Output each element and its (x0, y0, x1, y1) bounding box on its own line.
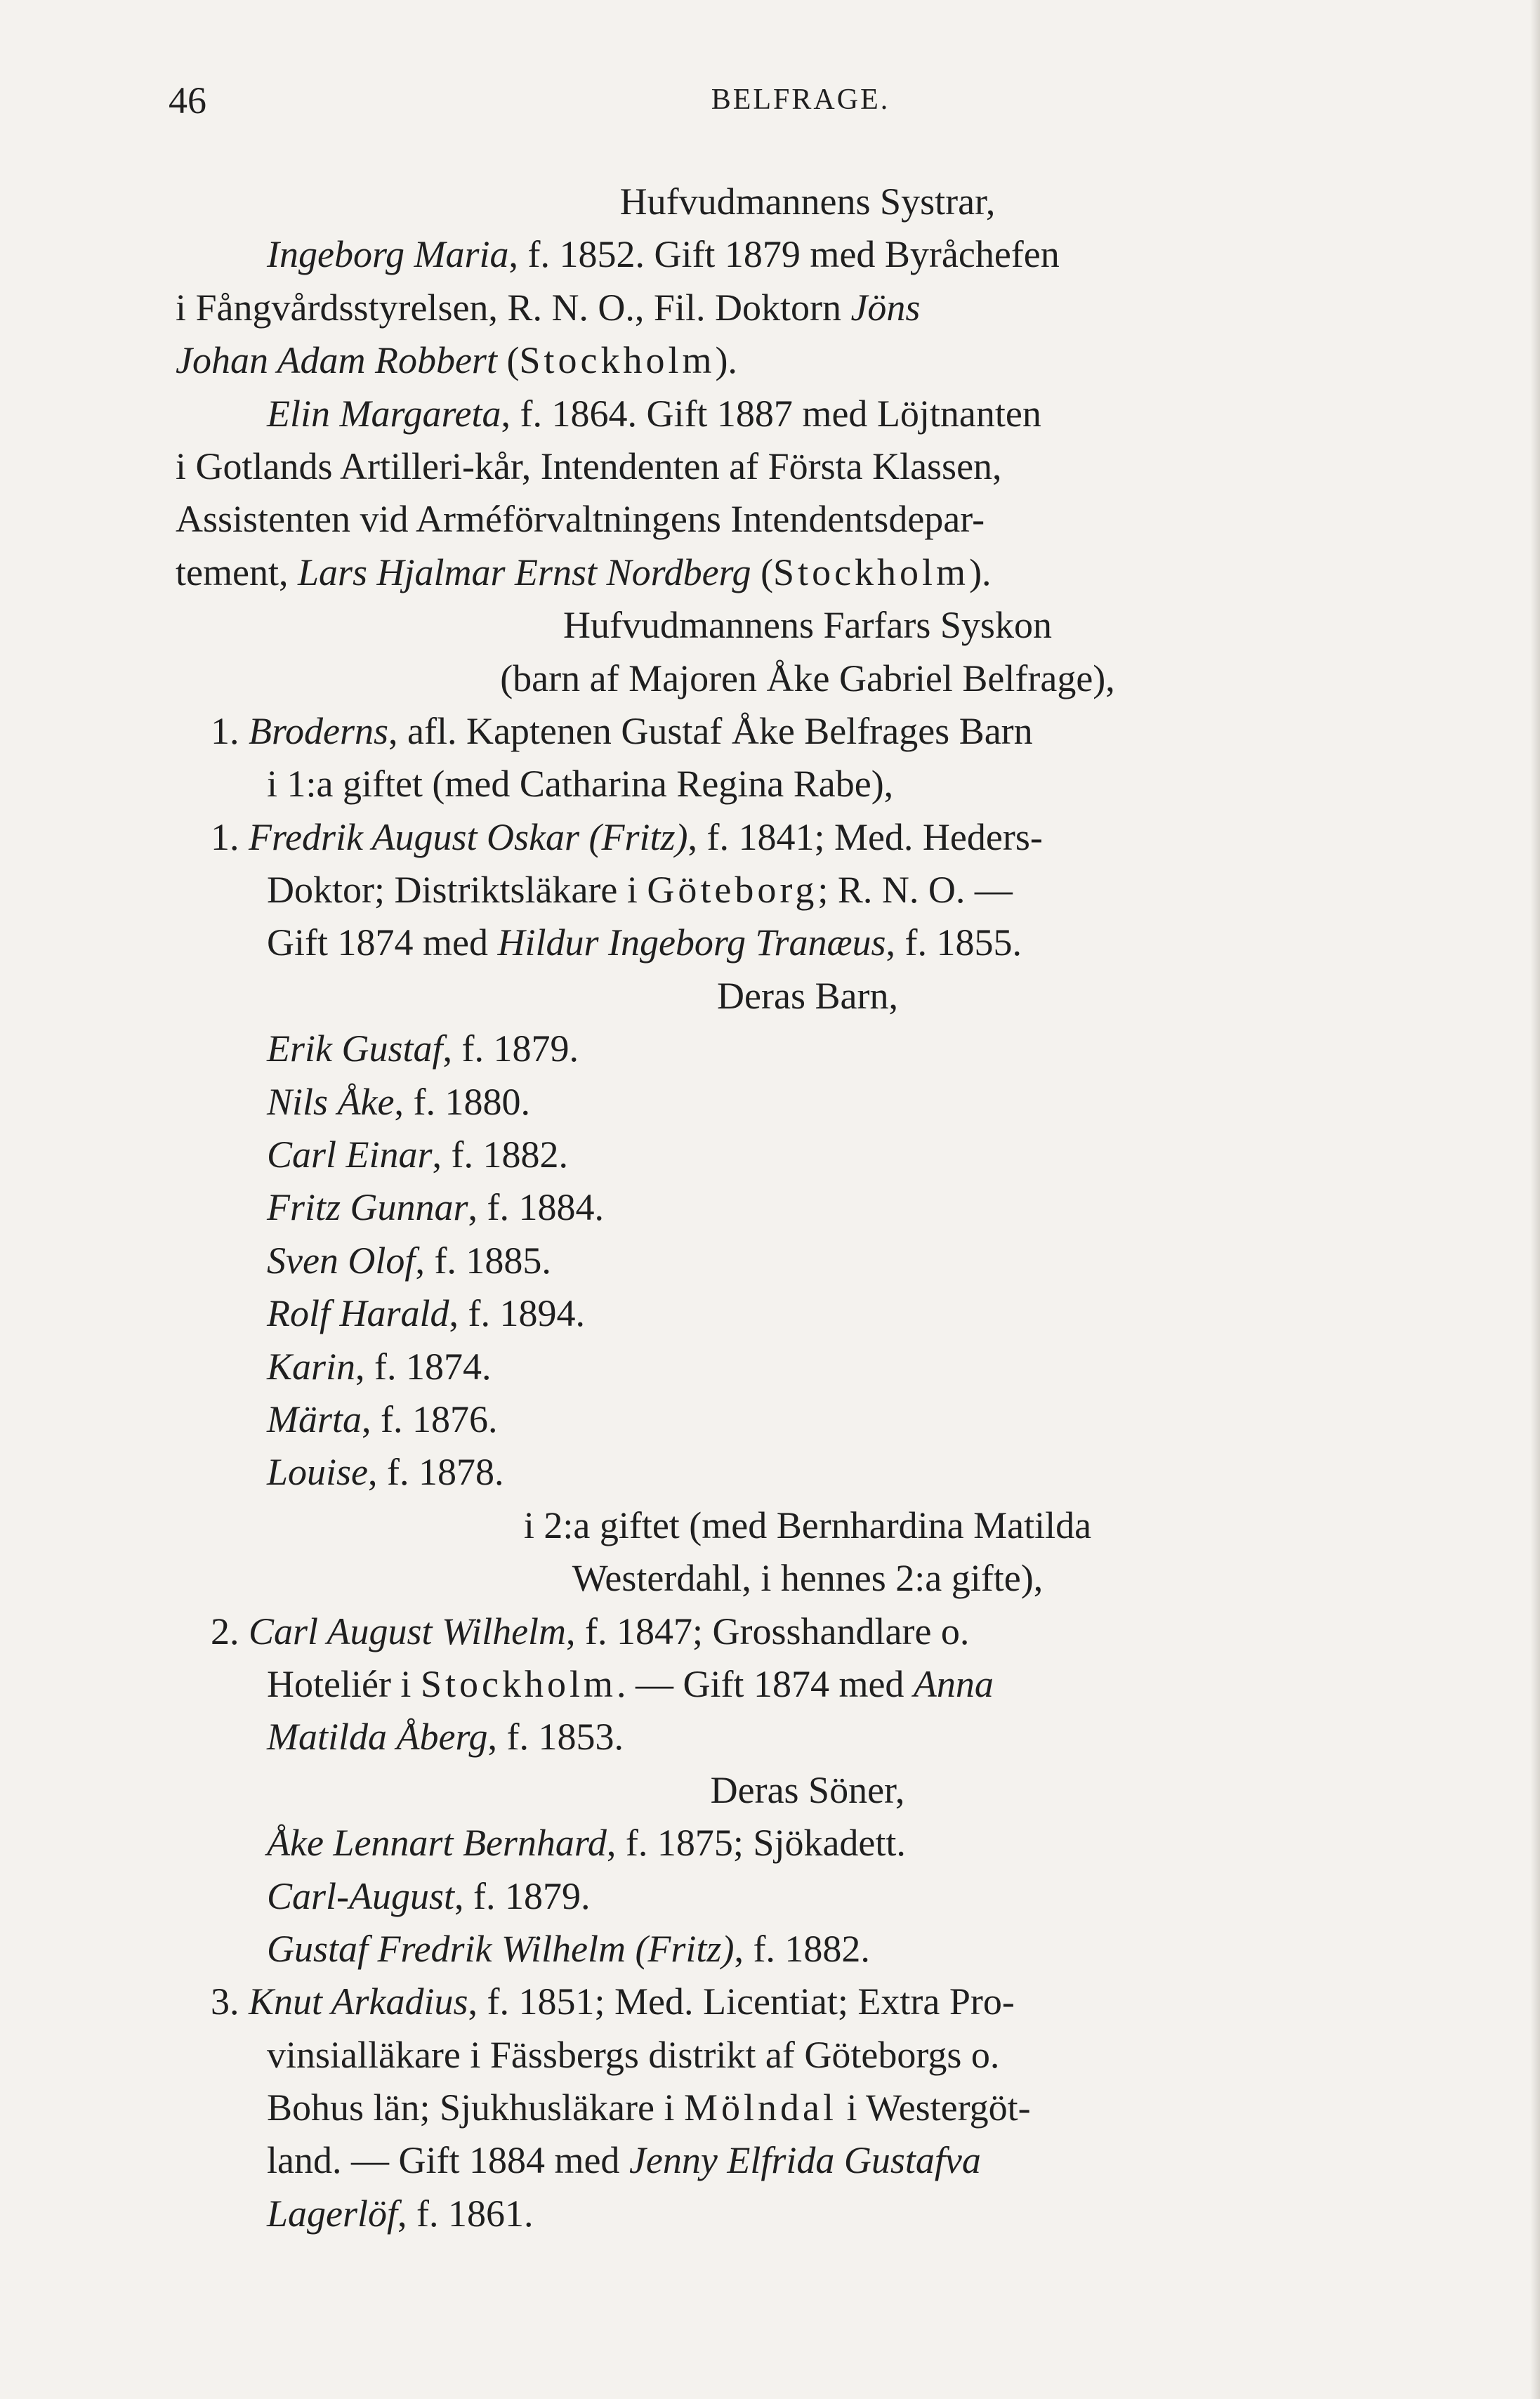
text-line: Carl Einar, f. 1882. (267, 1133, 569, 1176)
page-number: 46 (169, 79, 206, 121)
text-line: Johan Adam Robbert (Stockholm). (176, 339, 737, 382)
text-line: Åke Lennart Bernhard, f. 1875; Sjökadett. (267, 1822, 906, 1865)
text-line: vinsialläkare i Fässbergs distrikt af Göteborgs o. (267, 2033, 1000, 2076)
text-line: 2. Carl August Wilhelm, f. 1847; Grosshandlare o. (211, 1610, 970, 1652)
text-line: Sven Olof, f. 1885. (267, 1239, 551, 1282)
text-line: Hoteliér i Stockholm. — Gift 1874 med Anna (267, 1662, 994, 1705)
text-line: Assistenten vid Arméförvaltningens Intendentsdepar- (176, 498, 985, 541)
page-edge-shadow (1530, 0, 1540, 2399)
text-line: Rolf Harald, f. 1894. (267, 1292, 585, 1335)
text-line: Carl-August, f. 1879. (267, 1874, 591, 1917)
text-line: Märta, f. 1876. (267, 1398, 498, 1440)
text-line: (barn af Majoren Åke Gabriel Belfrage), (500, 657, 1115, 699)
text-line: Hufvudmannens Farfars Syskon (563, 604, 1052, 647)
text-line: 3. Knut Arkadius, f. 1851; Med. Licentiat; Extra Pro- (211, 1980, 1015, 2023)
text-line: Lagerlöf, f. 1861. (267, 2192, 534, 2235)
text-line: Karin, f. 1874. (267, 1345, 492, 1388)
text-line: Erik Gustaf, f. 1879. (267, 1027, 579, 1070)
text-line: Bohus län; Sjukhusläkare i Mölndal i Westergöt- (267, 2086, 1031, 2129)
text-line: land. — Gift 1884 med Jenny Elfrida Gustafva (267, 2139, 981, 2182)
text-line: Deras Söner, (710, 1768, 905, 1811)
text-line: Ingeborg Maria, f. 1852. Gift 1879 med Byråchefen (267, 233, 1060, 276)
text-line: Doktor; Distriktsläkare i Göteborg; R. N. O. — (267, 869, 1013, 912)
running-head: BELFRAGE. (711, 84, 890, 116)
text-line: 1. Broderns, afl. Kaptenen Gustaf Åke Belfrages Barn (211, 709, 1033, 752)
text-line: Elin Margareta, f. 1864. Gift 1887 med Löjtnanten (267, 392, 1041, 435)
text-line: i Gotlands Artilleri-kår, Intendenten af Första Klassen, (176, 445, 1002, 487)
page-body (176, 176, 1440, 2240)
text-line: Matilda Åberg, f. 1853. (267, 1716, 624, 1759)
text-line: Hufvudmannens Systrar, (619, 180, 996, 223)
text-line: Gustaf Fredrik Wilhelm (Fritz), f. 1882. (267, 1927, 870, 1970)
text-line: i Fångvårdsstyrelsen, R. N. O., Fil. Doktorn Jöns (176, 286, 921, 329)
page-header (169, 79, 1433, 135)
text-line: Louise, f. 1878. (267, 1451, 504, 1494)
text-line: 1. Fredrik August Oskar (Fritz), f. 1841; Med. Heders- (211, 815, 1043, 858)
text-line: i 1:a giftet (med Catharina Regina Rabe), (267, 763, 894, 806)
text-line: Gift 1874 med Hildur Ingeborg Tranæus, f. 1855. (267, 921, 1022, 964)
text-line: tement, Lars Hjalmar Ernst Nordberg (Stockholm). (176, 551, 992, 593)
text-line: Deras Barn, (717, 974, 898, 1017)
text-line: Westerdahl, i hennes 2:a gifte), (572, 1557, 1044, 1600)
text-line: Nils Åke, f. 1880. (267, 1080, 530, 1123)
text-line: i 2:a giftet (med Bernhardina Matilda (523, 1504, 1092, 1546)
text-line: Fritz Gunnar, f. 1884. (267, 1186, 605, 1229)
